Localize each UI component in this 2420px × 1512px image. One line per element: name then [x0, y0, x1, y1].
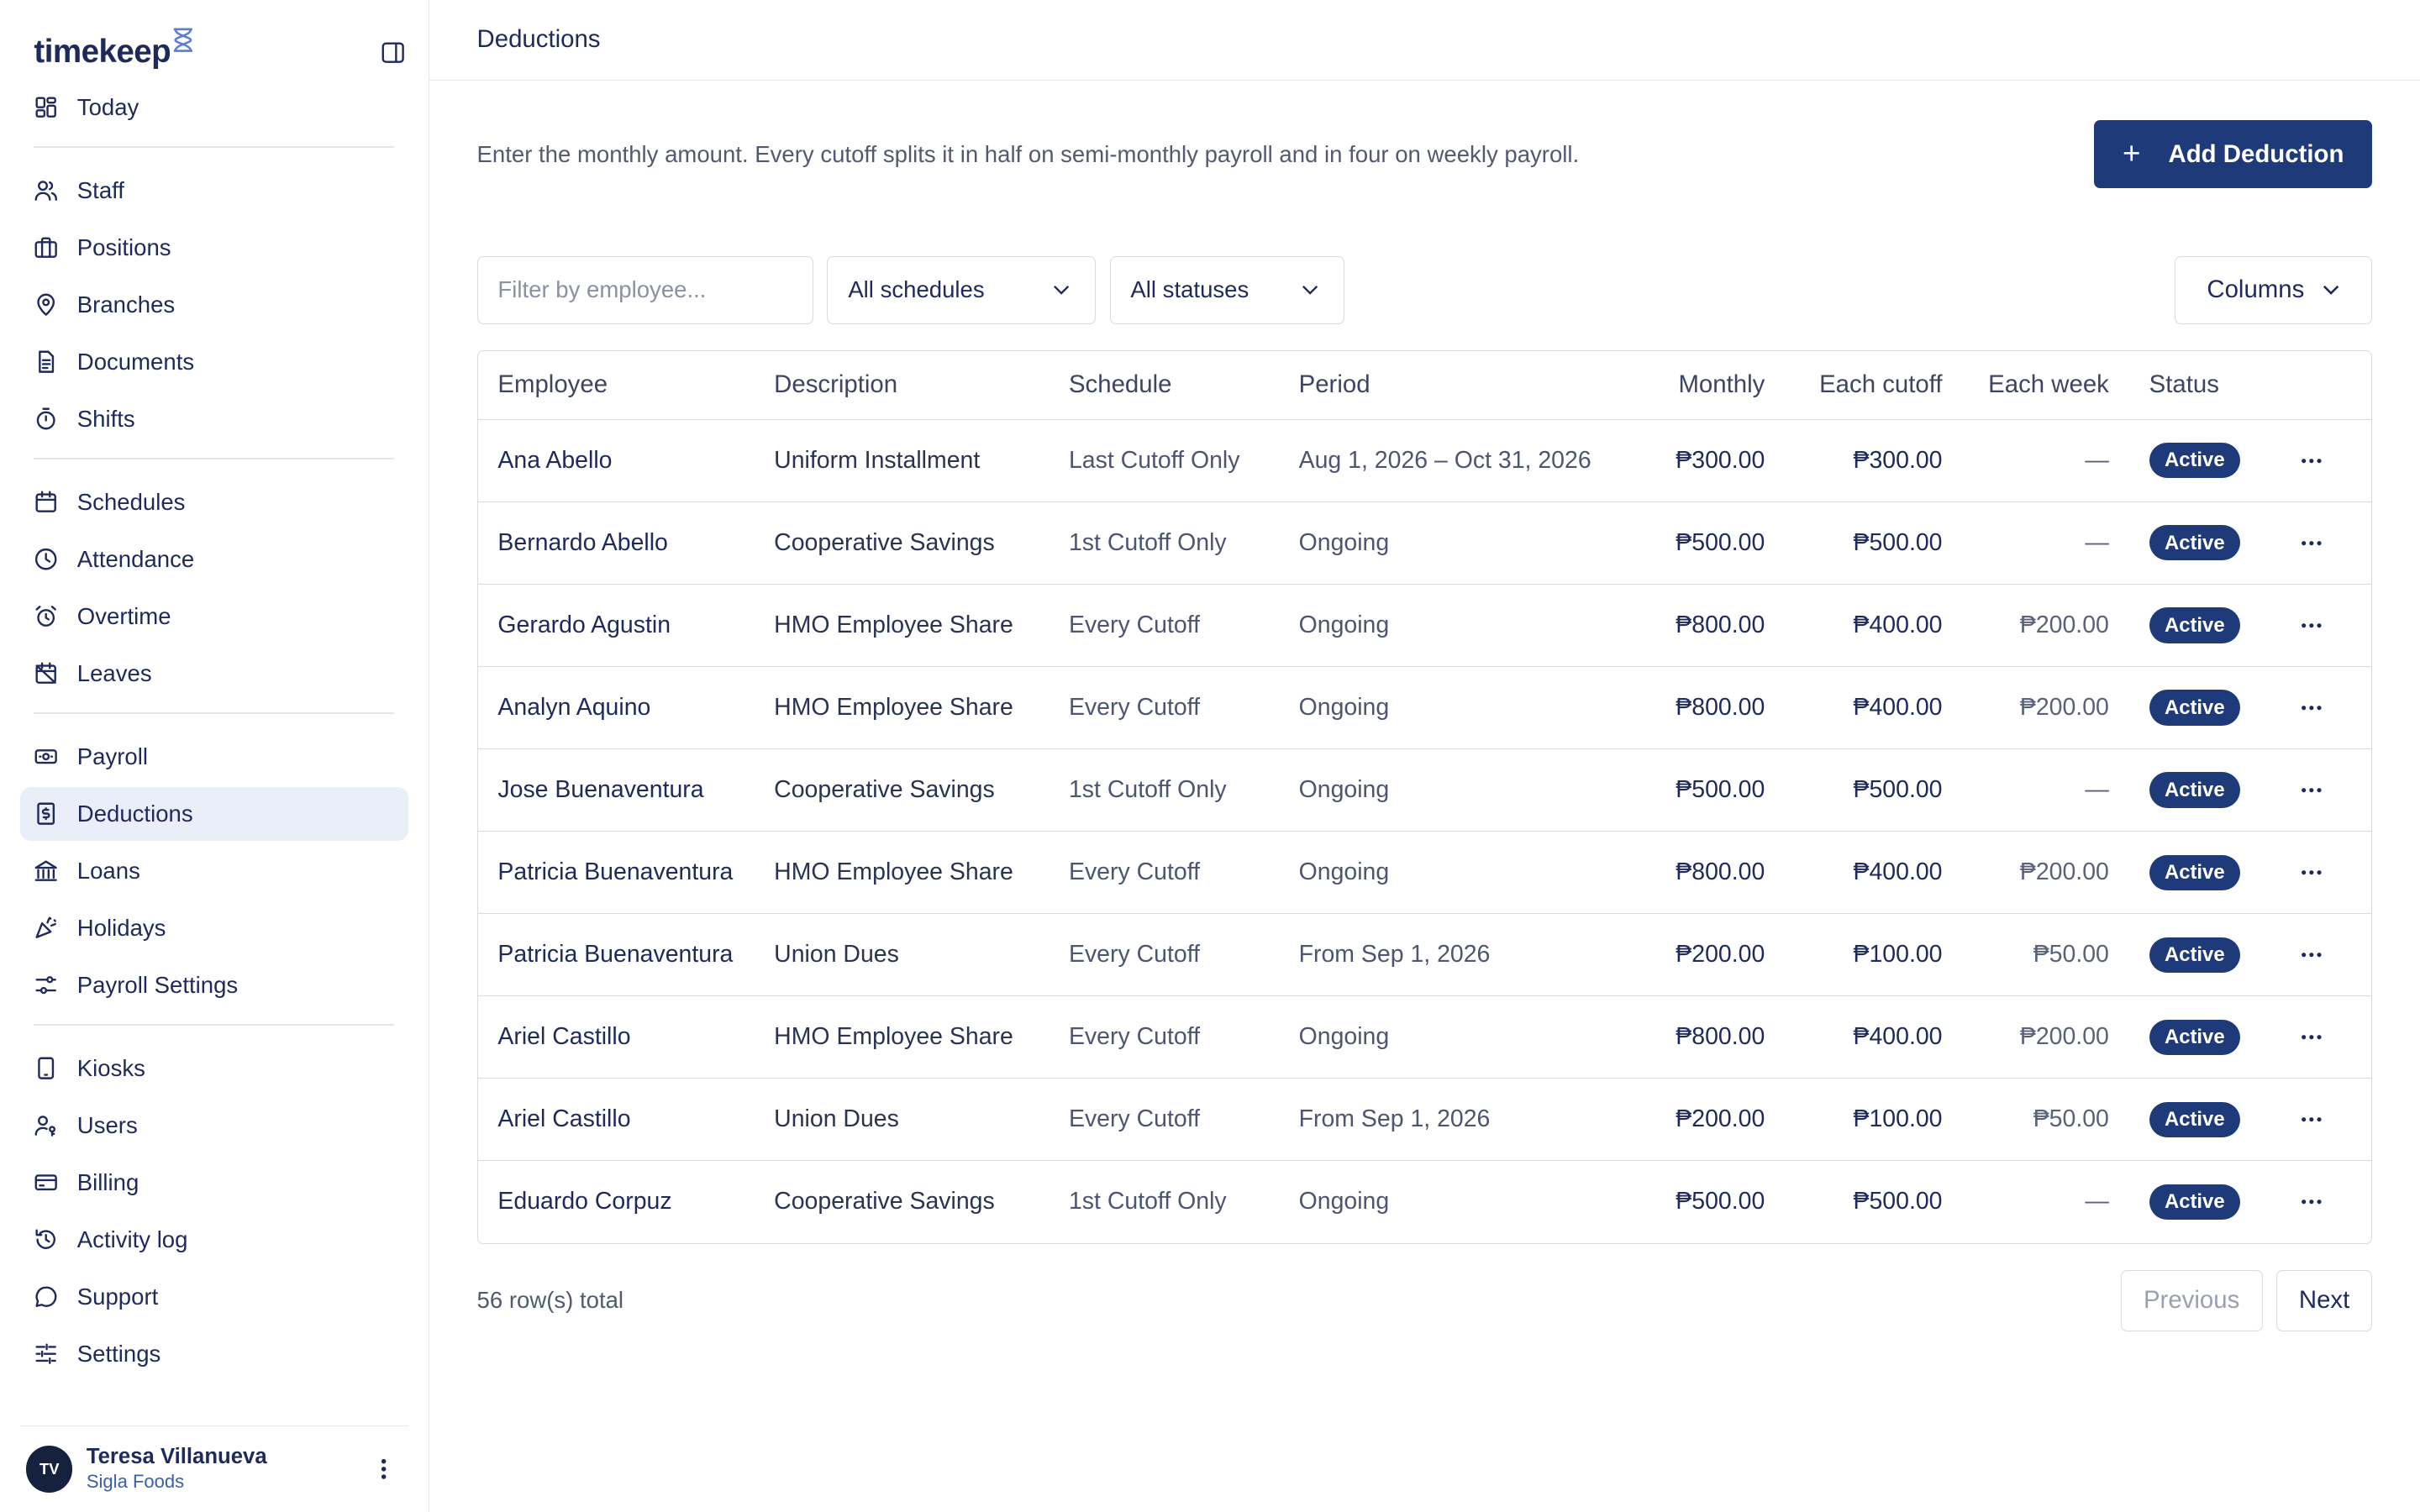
table-row[interactable]	[478, 501, 2371, 584]
add-deduction-label: Add Deduction	[2168, 139, 2344, 168]
chevron-down-icon	[1053, 285, 1070, 296]
status-badge: Active	[2149, 607, 2240, 643]
more-vertical-icon[interactable]	[368, 1454, 399, 1485]
period-cell: Ongoing	[1298, 1188, 1390, 1215]
brand-bar	[0, 0, 429, 81]
description-cell: Uniform Installment	[774, 446, 981, 474]
schedule-cell: Every Cutoff	[1068, 611, 1201, 638]
schedule-cell: Every Cutoff	[1068, 1105, 1201, 1133]
previous-button[interactable]: Previous	[2121, 1270, 2263, 1331]
schedule-cell: Every Cutoff	[1068, 858, 1201, 886]
user-profile[interactable]	[20, 1425, 408, 1512]
period-cell: From Sep 1, 2026	[1298, 1105, 1491, 1133]
dashboard-icon	[34, 95, 58, 119]
deductions-table	[477, 350, 2372, 1244]
monthly-cell: ₱200.00	[1676, 941, 1765, 969]
sidebar	[0, 0, 429, 1512]
table-row[interactable]	[478, 831, 2371, 913]
credit-card-icon	[34, 1170, 58, 1194]
sidebar-item-label: Attendance	[76, 545, 195, 572]
user-org: Sigla Foods	[86, 1471, 185, 1493]
period-cell: Ongoing	[1298, 776, 1390, 804]
employee-cell: Patricia Buenaventura	[497, 858, 734, 886]
sidebar-item-label: Holidays	[76, 914, 166, 941]
status-cell	[2109, 690, 2264, 725]
monthly-cell: ₱800.00	[1676, 1023, 1765, 1051]
sidebar-item-overtime[interactable]	[20, 590, 408, 643]
sidebar-item-positions[interactable]	[20, 221, 408, 275]
monthly-cell: ₱500.00	[1676, 776, 1765, 804]
status-cell	[2109, 525, 2264, 560]
schedule-cell: Every Cutoff	[1068, 941, 1201, 969]
each-week-cell: ₱50.00	[2033, 941, 2109, 969]
sidebar-item-billing[interactable]	[20, 1156, 408, 1210]
sidebar-item-documents[interactable]	[20, 335, 408, 389]
sidebar-item-label: Deductions	[76, 800, 193, 827]
sidebar-item-label: Payroll Settings	[76, 971, 239, 998]
sidebar-divider	[34, 146, 394, 148]
chevron-down-icon	[2323, 285, 2339, 296]
columns-button[interactable]	[2175, 256, 2372, 324]
schedule-cell: 1st Cutoff Only	[1068, 528, 1227, 556]
status-badge: Active	[2149, 690, 2240, 725]
description-cell: HMO Employee Share	[774, 1023, 1013, 1051]
clock-icon	[34, 547, 58, 571]
sidebar-divider	[34, 458, 394, 459]
sidebar-item-settings[interactable]	[20, 1326, 408, 1380]
plus-icon: +	[2123, 136, 2141, 171]
each-week-cell: —	[2085, 528, 2109, 556]
header-period[interactable]: Period	[1298, 370, 1370, 399]
schedule-cell: 1st Cutoff Only	[1068, 776, 1227, 804]
sidebar-divider	[34, 712, 394, 714]
status-select-value: All statuses	[1130, 276, 1249, 303]
sidebar-item-activity-log[interactable]	[20, 1212, 408, 1266]
schedule-select-value: All schedules	[848, 276, 985, 303]
each-cutoff-cell: ₱500.00	[1853, 1188, 1943, 1215]
header-monthly[interactable]: Monthly	[1678, 370, 1765, 399]
schedule-cell: Every Cutoff	[1068, 693, 1201, 721]
sidebar-item-support[interactable]	[20, 1269, 408, 1323]
description-cell: Union Dues	[774, 1105, 899, 1133]
app-logo[interactable]	[34, 34, 193, 71]
monthly-cell: ₱300.00	[1676, 446, 1765, 474]
user-name: Teresa Villanueva	[86, 1444, 267, 1468]
each-week-cell: ₱200.00	[2019, 611, 2109, 638]
table-header-row	[478, 351, 2371, 419]
header-schedule[interactable]: Schedule	[1068, 370, 1172, 399]
main-area	[429, 0, 2420, 1512]
each-cutoff-cell: ₱500.00	[1853, 528, 1943, 556]
more-horizontal-icon[interactable]	[2292, 606, 2329, 643]
party-icon	[34, 916, 58, 940]
employee-cell: Bernardo Abello	[497, 528, 668, 556]
each-cutoff-cell: ₱400.00	[1853, 858, 1943, 886]
sidebar-item-deductions[interactable]	[20, 787, 408, 841]
employee-cell: Gerardo Agustin	[497, 611, 671, 638]
sidebar-item-holidays[interactable]	[20, 901, 408, 955]
hourglass-icon	[172, 28, 194, 52]
next-button[interactable]: Next	[2276, 1270, 2372, 1331]
status-select[interactable]	[1110, 256, 1344, 324]
sidebar-item-shifts[interactable]	[20, 391, 408, 445]
sidebar-item-label: Today	[76, 93, 139, 120]
description-cell: HMO Employee Share	[774, 693, 1013, 721]
sidebar-toggle-icon[interactable]	[379, 39, 407, 66]
sidebar-nav	[0, 81, 429, 1384]
sidebar-item-payroll[interactable]	[20, 730, 408, 784]
user-key-icon	[34, 1113, 58, 1137]
filter-bar	[477, 256, 2372, 324]
actions-cell	[2264, 1019, 2371, 1056]
schedule-cell: Every Cutoff	[1068, 1023, 1201, 1051]
each-cutoff-cell: ₱100.00	[1853, 1105, 1943, 1133]
sidebar-divider	[34, 1024, 394, 1026]
table-row[interactable]	[478, 584, 2371, 666]
pagination	[2121, 1270, 2372, 1331]
sidebar-item-today[interactable]	[20, 81, 408, 134]
description-cell: Cooperative Savings	[774, 776, 995, 804]
each-week-cell: —	[2085, 446, 2109, 474]
chevron-down-icon	[1302, 285, 1318, 296]
schedule-cell: 1st Cutoff Only	[1068, 1188, 1227, 1215]
each-cutoff-cell: ₱400.00	[1853, 693, 1943, 721]
status-cell	[2109, 443, 2264, 478]
sidebar-item-branches[interactable]	[20, 278, 408, 332]
sidebar-item-label: Support	[76, 1283, 159, 1310]
sidebar-item-leaves[interactable]	[20, 646, 408, 700]
status-cell	[2109, 855, 2264, 890]
more-horizontal-icon[interactable]	[2292, 689, 2329, 726]
status-cell	[2109, 772, 2264, 807]
table-row[interactable]	[478, 748, 2371, 831]
table-footer	[477, 1270, 2372, 1331]
add-deduction-button[interactable]	[2094, 120, 2372, 188]
employee-cell: Ana Abello	[497, 446, 613, 474]
description-cell: HMO Employee Share	[774, 858, 1013, 886]
sidebar-item-schedules[interactable]	[20, 475, 408, 529]
actions-cell	[2264, 1101, 2371, 1138]
sidebar-item-staff[interactable]	[20, 164, 408, 218]
employee-cell: Ariel Castillo	[497, 1105, 631, 1133]
history-icon	[34, 1227, 58, 1252]
employee-cell: Ariel Castillo	[497, 1023, 631, 1051]
sidebar-item-label: Loans	[76, 857, 140, 884]
status-cell	[2109, 607, 2264, 643]
each-cutoff-cell: ₱300.00	[1853, 446, 1943, 474]
sidebar-item-label: Overtime	[76, 602, 171, 629]
each-cutoff-cell: ₱400.00	[1853, 611, 1943, 638]
employee-cell: Analyn Aquino	[497, 693, 651, 721]
sidebar-item-label: Payroll	[76, 743, 148, 769]
tablet-icon	[34, 1056, 58, 1080]
table-row[interactable]	[478, 1078, 2371, 1160]
sidebar-item-label: Positions	[76, 234, 171, 260]
alarm-icon	[34, 604, 58, 628]
status-cell	[2109, 1020, 2264, 1055]
employee-cell: Jose Buenaventura	[497, 776, 704, 804]
columns-label: Columns	[2207, 276, 2305, 304]
header-description[interactable]: Description	[774, 370, 898, 399]
period-cell: From Sep 1, 2026	[1298, 941, 1491, 969]
message-icon	[34, 1284, 58, 1309]
employee-cell: Patricia Buenaventura	[497, 941, 734, 969]
monthly-cell: ₱800.00	[1676, 693, 1765, 721]
more-horizontal-icon[interactable]	[2292, 442, 2329, 479]
more-horizontal-icon[interactable]	[2292, 1184, 2329, 1221]
sidebar-item-label: Activity log	[76, 1226, 188, 1252]
status-cell	[2109, 1102, 2264, 1137]
sidebar-item-loans[interactable]	[20, 844, 408, 898]
period-cell: Ongoing	[1298, 528, 1390, 556]
status-badge: Active	[2149, 443, 2240, 478]
header-each-cutoff[interactable]: Each cutoff	[1819, 370, 1943, 399]
status-cell	[2109, 1184, 2264, 1220]
more-horizontal-icon[interactable]	[2292, 854, 2329, 891]
sidebar-item-kiosks[interactable]	[20, 1042, 408, 1095]
sidebar-item-label: Branches	[76, 291, 176, 318]
description-cell: Union Dues	[774, 941, 899, 969]
map-pin-icon	[34, 292, 58, 317]
table-row[interactable]	[478, 995, 2371, 1078]
intro-text: Enter the monthly amount. Every cutoff splits it in half on semi-monthly payroll and in four on weekly payroll.	[476, 140, 1580, 167]
sidebar-item-label: Settings	[76, 1340, 161, 1367]
sidebar-item-label: Staff	[76, 176, 124, 203]
actions-cell	[2264, 1184, 2371, 1221]
table-row[interactable]	[478, 666, 2371, 748]
monthly-cell: ₱800.00	[1676, 858, 1765, 886]
more-horizontal-icon[interactable]	[2292, 772, 2329, 809]
period-cell: Ongoing	[1298, 858, 1390, 886]
more-horizontal-icon[interactable]	[2292, 1101, 2329, 1138]
sidebar-item-payroll-settings[interactable]	[20, 958, 408, 1011]
calendar-icon	[34, 490, 58, 514]
period-cell: Ongoing	[1298, 1023, 1390, 1051]
employee-filter-input[interactable]: Filter by employee...	[477, 256, 813, 324]
period-cell: Aug 1, 2026 – Oct 31, 2026	[1298, 446, 1591, 474]
each-week-cell: —	[2085, 1188, 2109, 1215]
status-badge: Active	[2149, 1102, 2240, 1137]
actions-cell	[2264, 854, 2371, 891]
sliders-icon	[34, 973, 58, 997]
monthly-cell: ₱800.00	[1676, 611, 1765, 638]
sidebar-item-attendance[interactable]	[20, 533, 408, 586]
description-cell: Cooperative Savings	[774, 1188, 995, 1215]
sidebar-item-label: Shifts	[76, 405, 135, 432]
employee-cell: Eduardo Corpuz	[497, 1188, 672, 1215]
intro-row	[477, 120, 2372, 188]
period-cell: Ongoing	[1298, 611, 1390, 638]
document-icon	[34, 349, 58, 374]
users-icon	[34, 178, 58, 202]
each-week-cell: ₱200.00	[2019, 693, 2109, 721]
sidebar-item-users[interactable]	[20, 1099, 408, 1152]
more-horizontal-icon[interactable]	[2292, 937, 2329, 974]
status-badge: Active	[2149, 855, 2240, 890]
status-badge: Active	[2149, 1020, 2240, 1055]
each-cutoff-cell: ₱500.00	[1853, 776, 1943, 804]
header-status[interactable]: Status	[2149, 370, 2219, 399]
actions-cell	[2264, 772, 2371, 809]
each-week-cell: ₱50.00	[2033, 1105, 2109, 1133]
receipt-icon	[34, 801, 58, 826]
bank-icon	[34, 858, 58, 883]
schedule-select[interactable]	[827, 256, 1096, 324]
each-week-cell: ₱200.00	[2019, 1023, 2109, 1051]
actions-cell	[2264, 524, 2371, 561]
status-badge: Active	[2149, 937, 2240, 973]
sidebar-item-label: Users	[76, 1111, 138, 1138]
banknote-icon	[34, 744, 58, 769]
actions-cell	[2264, 606, 2371, 643]
row-count: 56 row(s) total	[476, 1287, 624, 1314]
user-info	[87, 1445, 368, 1494]
description-cell: HMO Employee Share	[774, 611, 1013, 638]
avatar: TV	[26, 1446, 72, 1492]
status-cell	[2109, 937, 2264, 973]
calendar-off-icon	[34, 661, 58, 685]
settings-sliders-icon	[34, 1341, 58, 1366]
status-badge: Active	[2149, 525, 2240, 560]
more-horizontal-icon[interactable]	[2292, 1019, 2329, 1056]
table-row[interactable]	[478, 1160, 2371, 1242]
monthly-cell: ₱200.00	[1676, 1105, 1765, 1133]
sidebar-item-label: Billing	[76, 1168, 139, 1195]
sidebar-item-label: Schedules	[76, 488, 186, 515]
each-cutoff-cell: ₱100.00	[1853, 941, 1943, 969]
status-badge: Active	[2149, 1184, 2240, 1220]
schedule-cell: Last Cutoff Only	[1068, 446, 1240, 474]
actions-cell	[2264, 937, 2371, 974]
sidebar-item-label: Leaves	[76, 659, 152, 686]
period-cell: Ongoing	[1298, 693, 1390, 721]
timer-icon	[34, 407, 58, 431]
app-name: timekeep	[34, 34, 171, 71]
table-row[interactable]	[478, 419, 2371, 501]
actions-cell	[2264, 442, 2371, 479]
each-week-cell: —	[2085, 776, 2109, 804]
sidebar-item-label: Kiosks	[76, 1054, 145, 1081]
more-horizontal-icon[interactable]	[2292, 524, 2329, 561]
header-employee[interactable]: Employee	[497, 370, 608, 399]
header-each-week[interactable]: Each week	[1988, 370, 2109, 399]
each-cutoff-cell: ₱400.00	[1853, 1023, 1943, 1051]
page-title: Deductions	[429, 0, 2420, 81]
monthly-cell: ₱500.00	[1676, 528, 1765, 556]
each-week-cell: ₱200.00	[2019, 858, 2109, 886]
status-badge: Active	[2149, 772, 2240, 807]
description-cell: Cooperative Savings	[774, 528, 995, 556]
monthly-cell: ₱500.00	[1676, 1188, 1765, 1215]
table-row[interactable]	[478, 913, 2371, 995]
briefcase-icon	[34, 235, 58, 260]
sidebar-item-label: Documents	[76, 348, 195, 375]
actions-cell	[2264, 689, 2371, 726]
content	[429, 81, 2420, 1332]
